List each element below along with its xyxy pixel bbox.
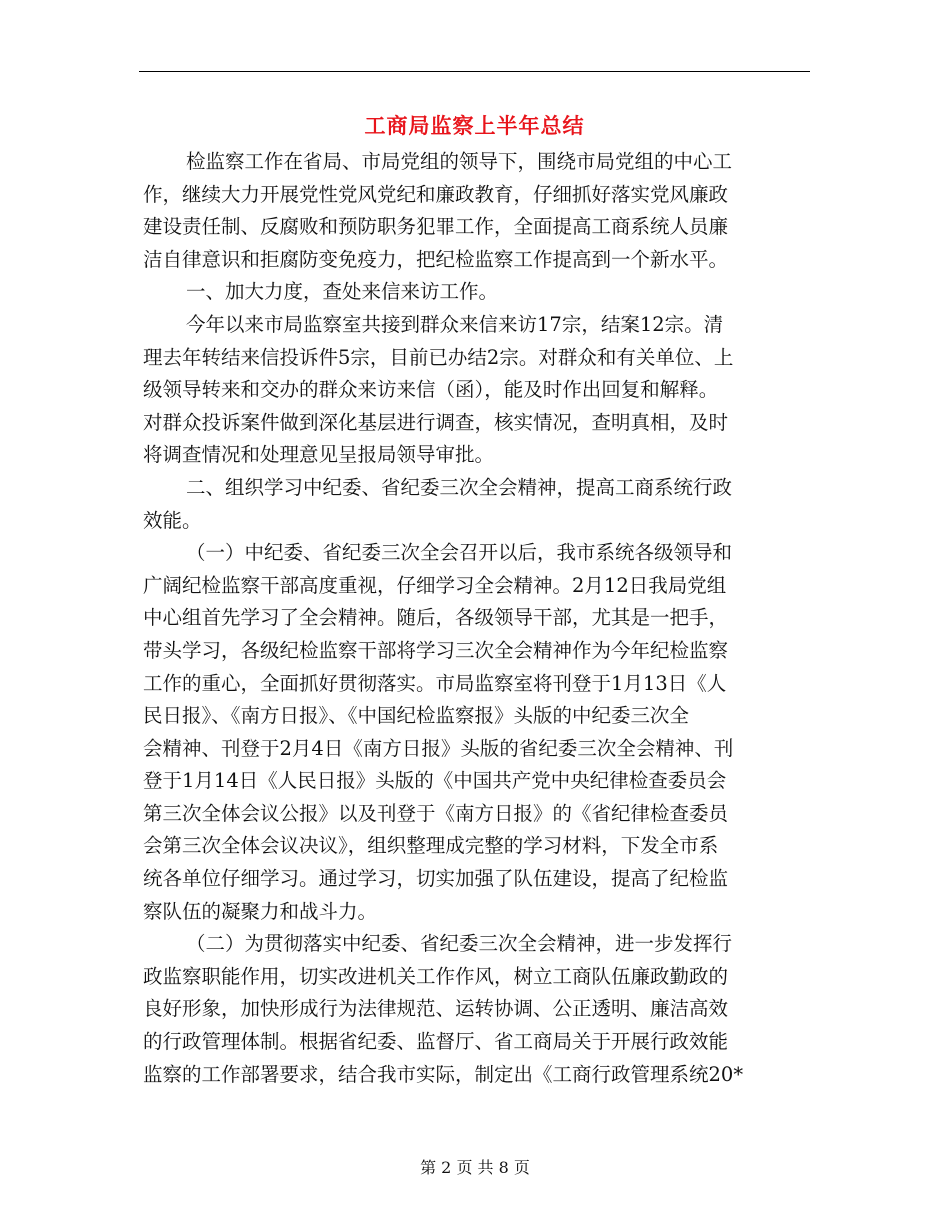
document-body: [143, 146, 811, 1091]
body-line: 统各单位仔细学习。通过学习，切实加强了队伍建设，提高了纪检监: [143, 867, 729, 891]
body-line: 第三次全体会议公报》以及刊登于《南方日报》的《省纪律检查委员: [143, 801, 729, 825]
body-line: 作，继续大力开展党性党风党纪和廉政教育，仔细抓好落实党风廉政: [143, 182, 729, 206]
body-line: 中心组首先学习了全会精神。随后，各级领导干部，尤其是一把手，: [143, 606, 729, 630]
body-line: 带头学习，各级纪检监察干部将学习三次全会精神作为今年纪检监察: [143, 638, 729, 662]
body-line: 会精神、刊登于2月4日《南方日报》头版的省纪委三次全会精神、刊: [143, 736, 734, 760]
body-line: 工作的重心，全面抓好贯彻落实。市局监察室将刊登于1月13日《人: [143, 671, 727, 695]
body-line: 检监察工作在省局、市局党组的领导下，围绕市局党组的中心工: [186, 150, 733, 173]
body-line: 二、组织学习中纪委、省纪委三次全会精神，提高工商系统行政: [186, 475, 733, 499]
header-rule: [139, 71, 810, 72]
body-line: 良好形象，加快形成行为法律规范、运转协调、公正透明、廉洁高效: [143, 997, 729, 1021]
body-line: 对群众投诉案件做到深化基层进行调查，核实情况，查明真相，及时: [143, 410, 729, 434]
page-footer: 第 2 页 共 8 页: [420, 1158, 530, 1177]
body-line: 会第三次全体会议决议》，组织整理成完整的学习材料，下发全市系: [143, 834, 719, 858]
body-line: 登于1月14日《人民日报》头版的《中国共产党中央纪律检查委员会: [143, 769, 727, 793]
body-line: （二）为贯彻落实中纪委、省纪委三次全会精神，进一步发挥行: [186, 932, 733, 956]
body-line: 一、加大力度，查处来信来访工作。: [186, 280, 499, 304]
document-title: 工商局监察上半年总结: [364, 114, 585, 138]
body-line: 今年以来市局监察室共接到群众来信来访17宗，结案12宗。清: [186, 312, 724, 336]
body-line: 效能。: [143, 508, 202, 532]
body-line: （一）中纪委、省纪委三次全会召开以后，我市系统各级领导和: [186, 541, 733, 565]
body-line: 广阔纪检监察干部高度重视，仔细学习全会精神。2月12日我局党组: [143, 573, 727, 597]
body-line: 洁自律意识和拒腐防变免疫力，把纪检监察工作提高到一个新水平。: [143, 247, 729, 271]
body-line: 的行政管理体制。根据省纪委、监督厅、省工商局关于开展行政效能: [143, 1030, 729, 1054]
body-line: 级领导转来和交办的群众来访来信（函），能及时作出回复和解释。: [143, 378, 719, 402]
body-line: 监察的工作部署要求，结合我市实际，制定出《工商行政管理系统20*: [143, 1062, 744, 1086]
body-line: 理去年转结来信投诉件5宗，目前已办结2宗。对群众和有关单位、上: [143, 345, 734, 369]
body-line: 民日报》、《南方日报》、《中国纪检监察报》头版的中纪委三次全: [143, 704, 690, 728]
body-line: 察队伍的凝聚力和战斗力。: [143, 899, 378, 923]
body-line: 政监察职能作用，切实改进机关工作作风，树立工商队伍廉政勤政的: [143, 964, 729, 988]
body-line: 建设责任制、反腐败和预防职务犯罪工作，全面提高工商系统人员廉: [143, 215, 729, 239]
body-line: 将调查情况和处理意见呈报局领导审批。: [143, 443, 495, 467]
